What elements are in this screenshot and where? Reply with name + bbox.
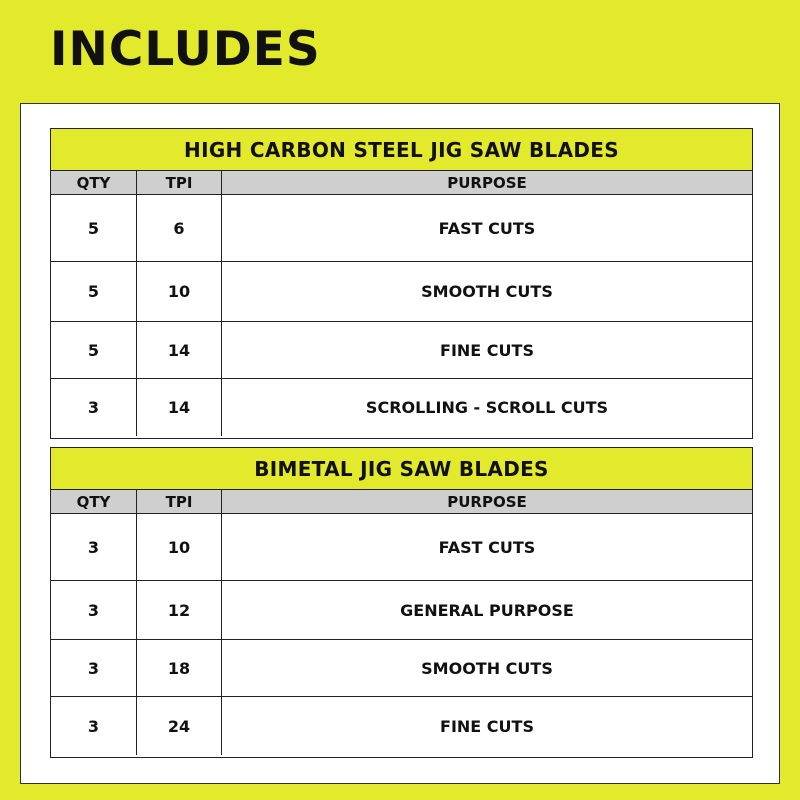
qty-header: QTY xyxy=(51,171,137,194)
qty-cell: 5 xyxy=(51,262,137,321)
tpi-cell: 14 xyxy=(137,322,222,378)
qty-cell: 3 xyxy=(51,581,137,639)
tpi-cell: 18 xyxy=(137,640,222,696)
purpose-cell: FAST CUTS xyxy=(438,537,536,557)
table-row xyxy=(51,514,752,581)
table-header-row xyxy=(51,490,752,514)
table-row xyxy=(51,697,752,755)
qty-cell: 5 xyxy=(51,322,137,378)
table-row xyxy=(51,640,752,697)
purpose-cell: SCROLLING - SCROLL CUTS xyxy=(365,398,609,417)
table-row xyxy=(51,195,752,262)
table-title: HIGH CARBON STEEL JIG SAW BLADES xyxy=(51,129,752,171)
qty-cell: 3 xyxy=(51,640,137,696)
purpose-cell: FINE CUTS xyxy=(440,340,534,360)
table-title: BIMETAL JIG SAW BLADES xyxy=(51,448,752,490)
table-row xyxy=(51,581,752,640)
qty-cell: 3 xyxy=(51,697,137,755)
qty-cell: 3 xyxy=(51,379,137,436)
purpose-cell: FINE CUTS xyxy=(440,716,534,736)
tpi-cell: 12 xyxy=(137,581,222,639)
qty-cell: 3 xyxy=(51,514,137,580)
tpi-cell: 24 xyxy=(137,697,222,755)
qty-cell: 5 xyxy=(51,195,137,261)
purpose-cell: FAST CUTS xyxy=(438,218,536,238)
purpose-cell: SMOOTH CUTS xyxy=(421,658,553,678)
qty-header: QTY xyxy=(51,490,137,513)
tpi-cell: 10 xyxy=(137,514,222,580)
tpi-cell: 14 xyxy=(137,379,222,436)
purpose-header: PURPOSE xyxy=(447,492,527,511)
tpi-header: TPI xyxy=(137,171,222,194)
high-carbon-steel-table xyxy=(50,128,753,439)
page-heading: INCLUDES xyxy=(50,22,321,77)
tpi-cell: 10 xyxy=(137,262,222,321)
purpose-header: PURPOSE xyxy=(447,173,527,192)
purpose-cell: GENERAL PURPOSE xyxy=(400,600,574,620)
table-header-row xyxy=(51,171,752,195)
tpi-header: TPI xyxy=(137,490,222,513)
tpi-cell: 6 xyxy=(137,195,222,261)
bimetal-table xyxy=(50,447,753,758)
table-row xyxy=(51,262,752,322)
table-row xyxy=(51,379,752,436)
table-row xyxy=(51,322,752,379)
purpose-cell: SMOOTH CUTS xyxy=(421,282,553,301)
